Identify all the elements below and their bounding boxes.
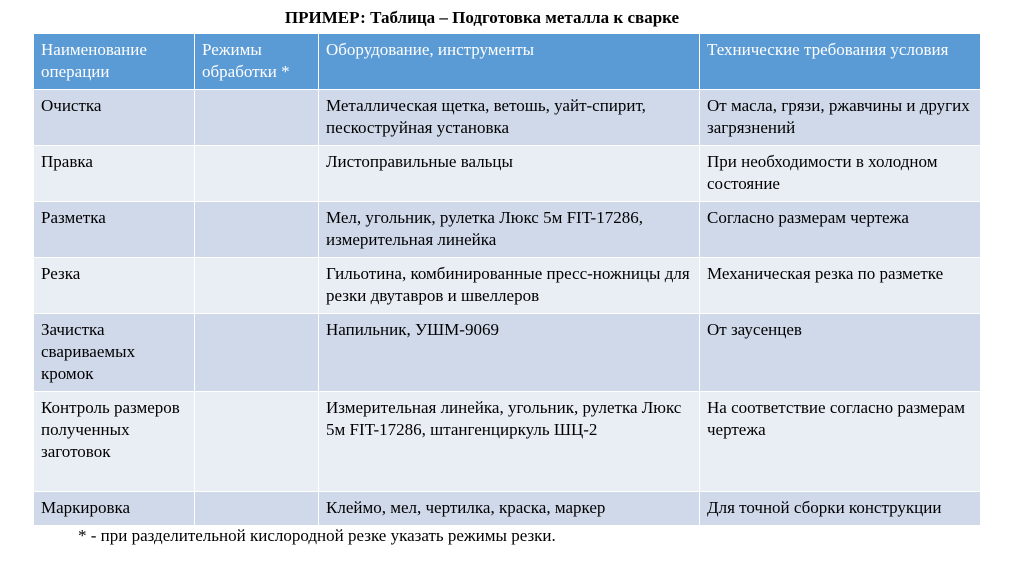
cell-modes bbox=[195, 492, 319, 526]
cell-equipment: Клеймо, мел, чертилка, краска, маркер bbox=[319, 492, 700, 526]
cell-operation: Маркировка bbox=[34, 492, 195, 526]
header-operation: Наименование операции bbox=[34, 34, 195, 90]
cell-operation: Разметка bbox=[34, 202, 195, 258]
cell-operation: Контроль размеров полученных заготовок bbox=[34, 392, 195, 492]
cell-requirements: От масла, грязи, ржавчины и других загрязнений bbox=[700, 90, 981, 146]
cell-equipment: Измерительная линейка, угольник, рулетка Люкс 5м FIT-17286, штангенциркуль ШЦ-2 bbox=[319, 392, 700, 492]
cell-modes bbox=[195, 146, 319, 202]
cell-requirements: При необходимости в холодном состояние bbox=[700, 146, 981, 202]
cell-equipment: Мел, угольник, рулетка Люкс 5м FIT-17286, измерительная линейка bbox=[319, 202, 700, 258]
footnote: * - при разделительной кислородной резке указать режимы резки. bbox=[78, 526, 556, 545]
cell-equipment: Напильник, УШМ-9069 bbox=[319, 314, 700, 392]
cell-requirements: От заусенцев bbox=[700, 314, 981, 392]
metal-preparation-table bbox=[33, 33, 981, 526]
table-header-row bbox=[34, 34, 981, 90]
table-row bbox=[34, 146, 981, 202]
cell-modes bbox=[195, 90, 319, 146]
cell-modes bbox=[195, 258, 319, 314]
cell-modes bbox=[195, 314, 319, 392]
cell-operation: Очистка bbox=[34, 90, 195, 146]
table-row bbox=[34, 202, 981, 258]
table-row bbox=[34, 258, 981, 314]
header-equipment: Оборудование, инструменты bbox=[319, 34, 700, 90]
cell-operation: Зачистка свариваемых кромок bbox=[34, 314, 195, 392]
page-title: ПРИМЕР: Таблица – Подготовка металла к сварке bbox=[284, 8, 680, 27]
cell-modes bbox=[195, 392, 319, 492]
table-row bbox=[34, 392, 981, 492]
cell-requirements: На соответствие согласно размерам чертежа bbox=[700, 392, 981, 492]
header-modes: Режимы обработки * bbox=[195, 34, 319, 90]
cell-requirements: Согласно размерам чертежа bbox=[700, 202, 981, 258]
table-row bbox=[34, 314, 981, 392]
cell-equipment: Гильотина, комбинированные пресс-ножницы для резки двутавров и швеллеров bbox=[319, 258, 700, 314]
header-requirements: Технические требования условия bbox=[700, 34, 981, 90]
cell-equipment: Металлическая щетка, ветошь, уайт-спирит, пескоструйная установка bbox=[319, 90, 700, 146]
cell-requirements: Для точной сборки конструкции bbox=[700, 492, 981, 526]
cell-operation: Резка bbox=[34, 258, 195, 314]
table-row bbox=[34, 90, 981, 146]
table-row bbox=[34, 492, 981, 526]
cell-operation: Правка bbox=[34, 146, 195, 202]
cell-equipment: Листоправильные вальцы bbox=[319, 146, 700, 202]
cell-modes bbox=[195, 202, 319, 258]
cell-requirements: Механическая резка по разметке bbox=[700, 258, 981, 314]
